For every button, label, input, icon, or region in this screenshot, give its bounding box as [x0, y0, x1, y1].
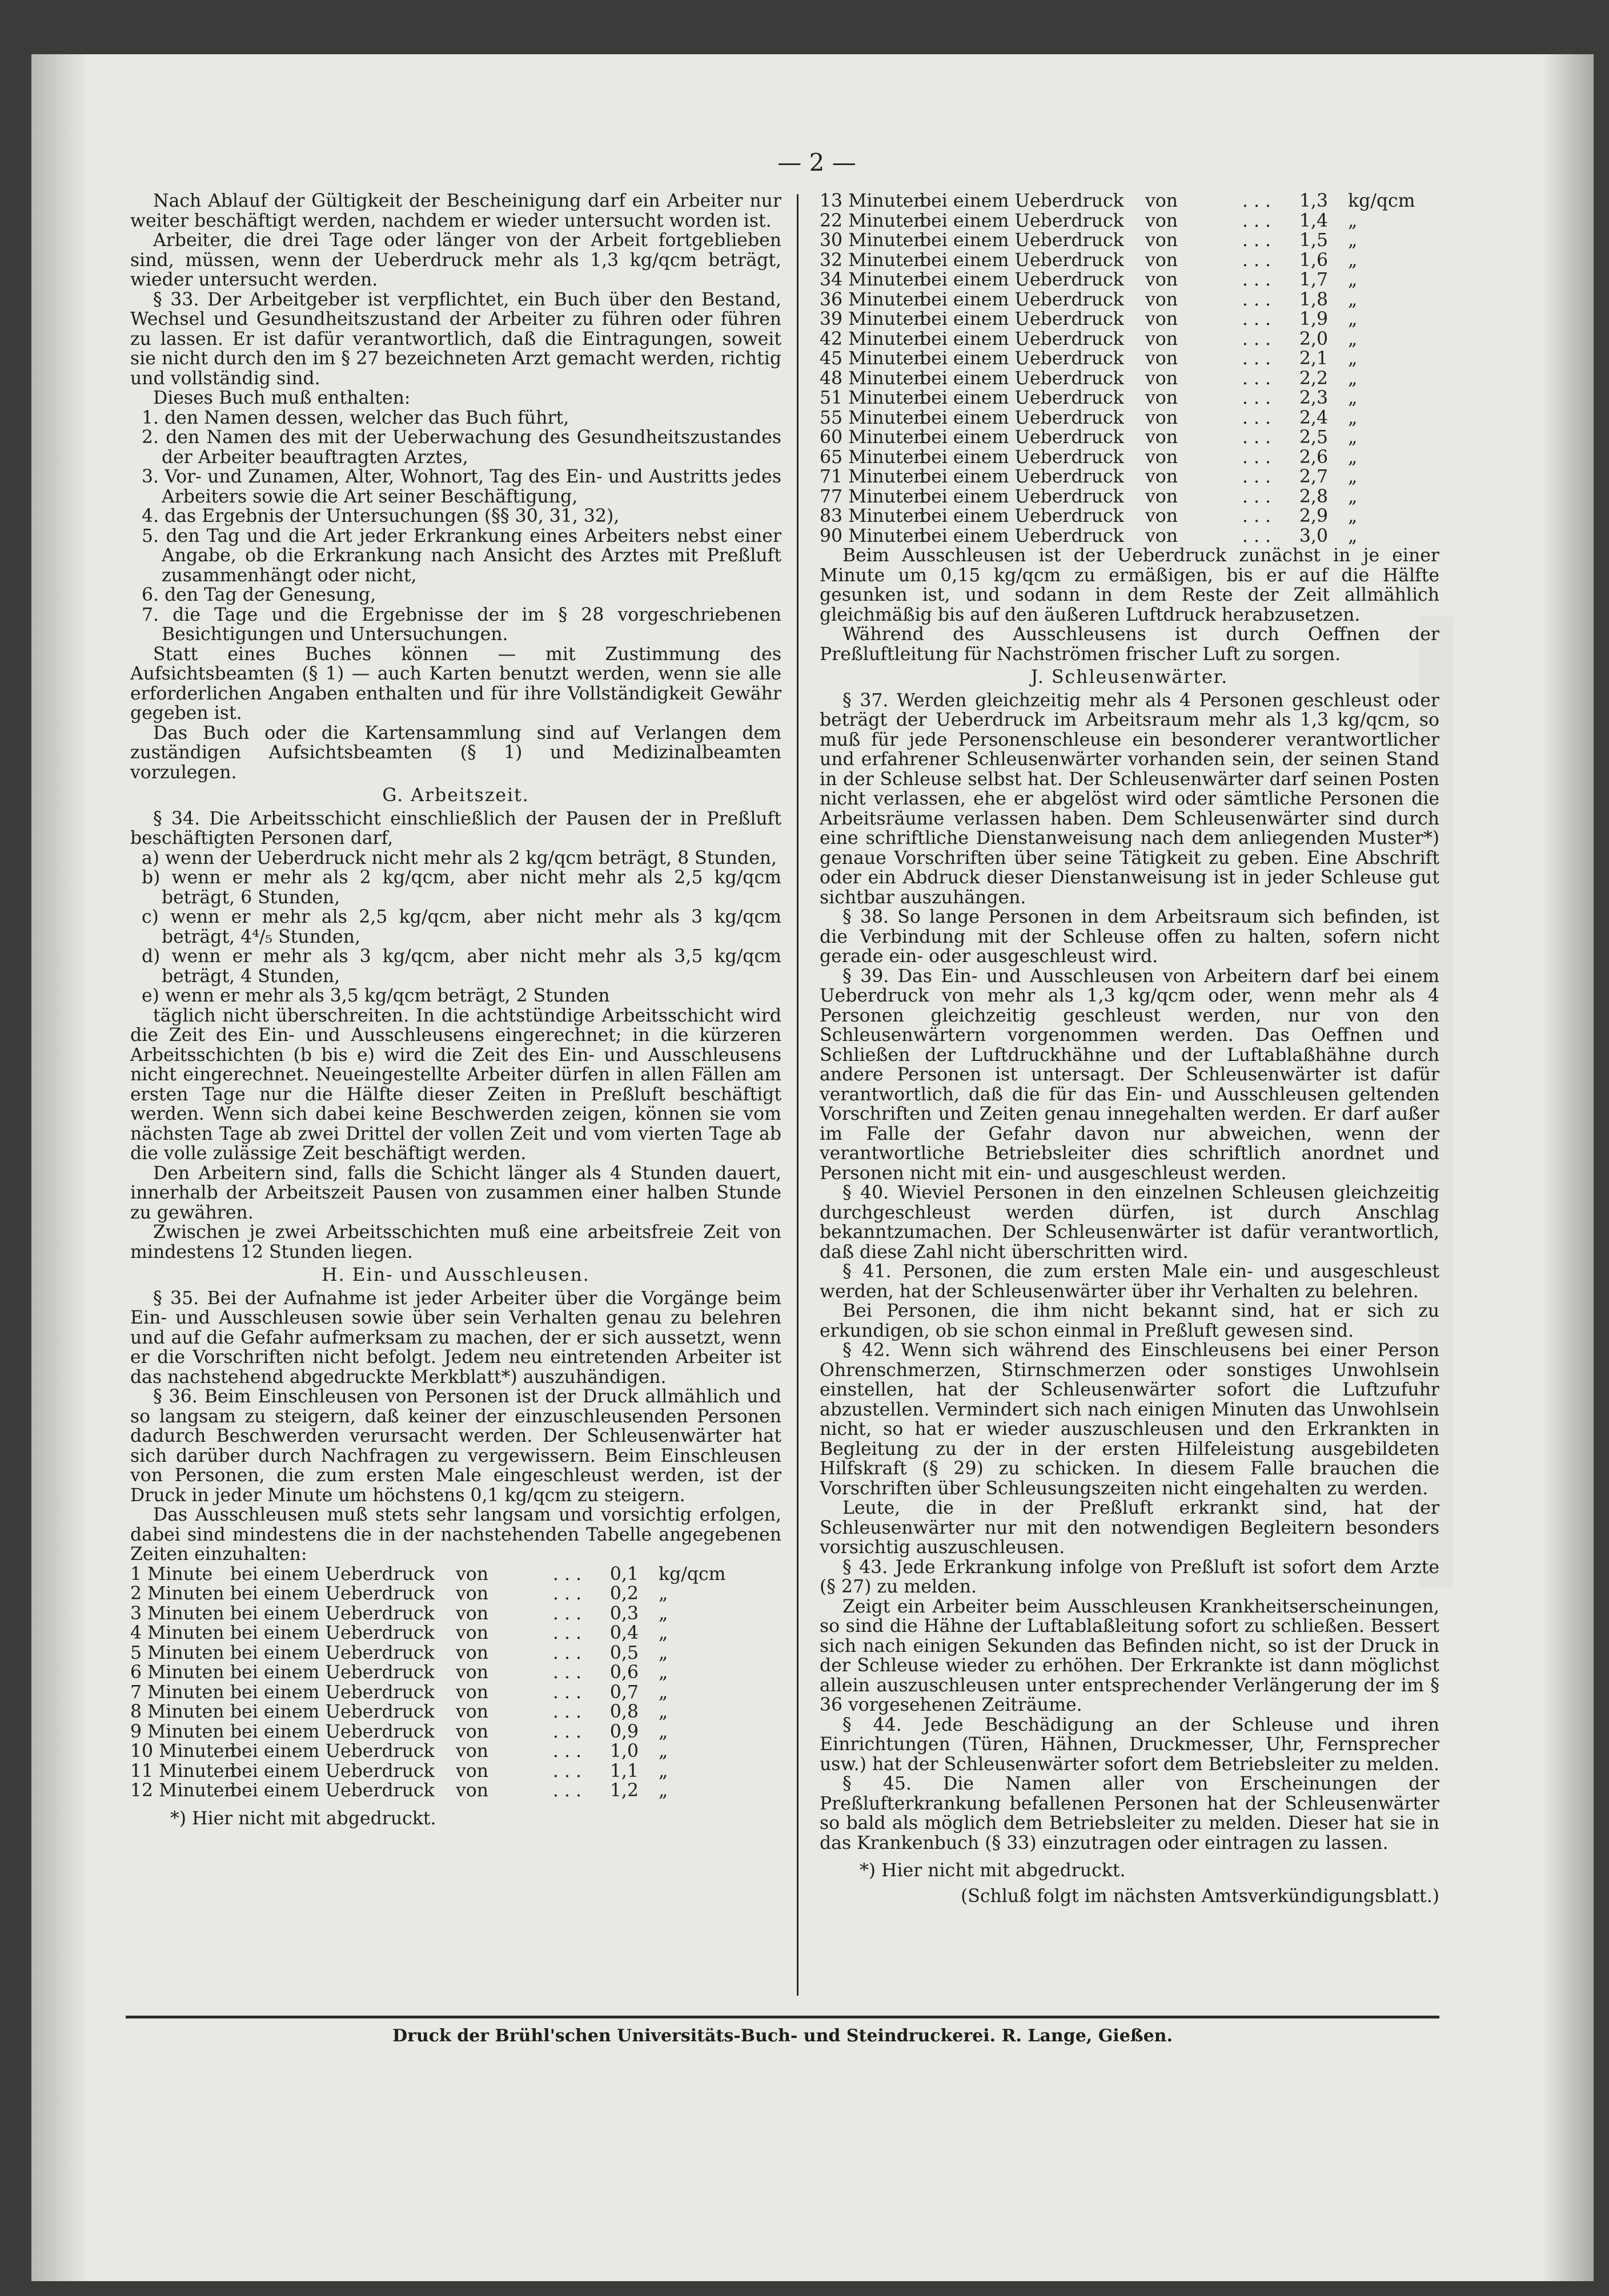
- von: von: [456, 1583, 489, 1604]
- paragraph: Nach Ablauf der Gültigkeit der Bescheinigung darf ein Arbeiter nur weiter beschäftigt werden, nachdem er wieder untersucht worden ist.: [130, 191, 781, 231]
- dots: . . .: [552, 1721, 581, 1742]
- duration: 65 Minuten: [820, 447, 925, 468]
- duration: 3 Minuten: [130, 1603, 224, 1624]
- condition: bei einem Ueberdruck: [230, 1721, 435, 1742]
- dots: . . .: [1242, 427, 1271, 448]
- von: von: [1145, 388, 1178, 408]
- table-row: [130, 1722, 781, 1742]
- dots: . . .: [552, 1662, 581, 1683]
- condition: bei einem Ueberdruck: [230, 1760, 435, 1782]
- dots: . . .: [552, 1760, 581, 1782]
- paragraph: Während des Ausschleusens ist durch Oeffnen der Preßluftleitung für Nachströmen frischer Luft zu sorgen.: [820, 624, 1439, 665]
- paragraph: Das Buch oder die Kartensammlung sind auf Verlangen dem zuständigen Aufsichtsbeamten (§ 1) und Medizinalbeamten vorzulegen.: [130, 722, 781, 783]
- condition: bei einem Ueberdruck: [920, 250, 1124, 271]
- von: von: [1145, 467, 1178, 487]
- unit: „: [1348, 525, 1358, 546]
- page-edge: [1542, 54, 1594, 2281]
- duration: 10 Minuten: [130, 1741, 236, 1762]
- table-row: [820, 487, 1439, 507]
- condition: bei einem Ueberdruck: [920, 427, 1124, 448]
- footnote: *) Hier nicht mit abgedruckt.: [170, 1808, 436, 1829]
- duration: 90 Minuten: [820, 525, 925, 546]
- list-item: e) wenn er mehr als 3,5 kg/qcm beträgt, 2 Stunden: [142, 986, 610, 1006]
- von: von: [1145, 309, 1178, 329]
- condition: bei einem Ueberdruck: [920, 289, 1124, 310]
- unit: „: [659, 1623, 668, 1643]
- paragraph: Dieses Buch muß enthalten:: [153, 388, 411, 408]
- list-item: 6. den Tag der Genesung,: [142, 585, 376, 605]
- condition: bei einem Ueberdruck: [920, 368, 1124, 389]
- pressure-value: 2,8: [1299, 486, 1328, 507]
- pressure-value: 2,3: [1299, 388, 1328, 408]
- condition: bei einem Ueberdruck: [920, 447, 1124, 468]
- dots: . . .: [1242, 467, 1271, 487]
- unit: „: [1348, 388, 1358, 408]
- spine-shadow: [31, 54, 86, 2281]
- condition: bei einem Ueberdruck: [920, 191, 1124, 211]
- table-row: [820, 369, 1439, 389]
- condition: bei einem Ueberdruck: [920, 270, 1124, 290]
- section-heading: G. Arbeitszeit.: [382, 785, 529, 806]
- unit: „: [1348, 368, 1358, 389]
- von: von: [1145, 486, 1178, 507]
- table-row: [820, 270, 1439, 290]
- unit: „: [659, 1583, 668, 1604]
- condition: bei einem Ueberdruck: [230, 1623, 435, 1643]
- unit: „: [659, 1662, 668, 1683]
- condition: bei einem Ueberdruck: [920, 525, 1124, 546]
- von: von: [1145, 191, 1178, 211]
- duration: 7 Minuten: [130, 1682, 224, 1703]
- paragraph: § 36. Beim Einschleusen von Personen ist der Druck allmählich und so langsam zu steigern, daß keiner der einzuschleusenden Personen dadurch Beschwerden verursacht werden. Der Schleusenwärter hat sich darüber durch Nachfragen zu vergewissern. Beim Einschleusen von Personen, die zum ersten Male eingeschleust werden, ist der Druck in jeder Minute um höchstens 0,1 kg/qcm zu steigern.: [130, 1386, 781, 1506]
- von: von: [1145, 210, 1178, 231]
- pressure-value: 1,0: [609, 1741, 639, 1762]
- list-item: 7. die Tage und die Ergebnisse der im § 28 vorgeschriebenen Besichtigungen und Untersuchungen.: [142, 604, 781, 645]
- dots: . . .: [552, 1702, 581, 1722]
- unit: „: [1348, 348, 1358, 369]
- duration: 9 Minuten: [130, 1721, 224, 1742]
- unit: „: [1348, 427, 1358, 448]
- paragraph: Leute, die in der Preßluft erkrankt sind, hat der Schleusenwärter nur mit den notwendigen Begleitern besonders vorsichtig auszuschleusen.: [820, 1498, 1439, 1558]
- list-item: 1. den Namen dessen, welcher das Buch führt,: [142, 407, 569, 428]
- condition: bei einem Ueberdruck: [230, 1780, 435, 1801]
- dots: . . .: [1242, 309, 1271, 329]
- unit: kg/qcm: [659, 1563, 726, 1585]
- dots: . . .: [552, 1682, 581, 1703]
- section-heading: H. Ein- und Ausschleusen.: [322, 1265, 590, 1285]
- duration: 71 Minuten: [820, 467, 925, 487]
- paragraph: § 38. So lange Personen in dem Arbeitsraum sich befinden, ist die Verbindung mit der Schleuse offen zu halten, sofern nicht gerade ein- oder ausgeschleust wird.: [820, 907, 1439, 967]
- paragraph: Zwischen je zwei Arbeitsschichten muß eine arbeitsfreie Zeit von mindestens 12 Stunden liegen.: [130, 1222, 781, 1262]
- condition: bei einem Ueberdruck: [920, 348, 1124, 369]
- table-row: [130, 1683, 781, 1703]
- unit: „: [1348, 447, 1358, 468]
- table-row: [820, 408, 1439, 428]
- pressure-value: 0,8: [609, 1702, 639, 1722]
- condition: bei einem Ueberdruck: [920, 328, 1124, 349]
- pressure-value: 2,1: [1299, 348, 1328, 369]
- duration: 13 Minuten: [820, 191, 925, 211]
- footnote: *) Hier nicht mit abgedruckt.: [860, 1860, 1126, 1881]
- pressure-value: 2,7: [1299, 467, 1328, 487]
- pressure-value: 0,6: [609, 1662, 639, 1683]
- duration: 42 Minuten: [820, 328, 925, 349]
- pressure-value: 1,9: [1299, 309, 1328, 329]
- von: von: [456, 1603, 489, 1624]
- dots: . . .: [1242, 447, 1271, 468]
- duration: 55 Minuten: [820, 407, 925, 428]
- unit: „: [1348, 250, 1358, 271]
- dots: . . .: [1242, 289, 1271, 310]
- pressure-value: 0,2: [609, 1583, 639, 1604]
- left-column: [130, 191, 781, 1828]
- pressure-value: 0,4: [609, 1623, 639, 1643]
- list-item: 4. das Ergebnis der Untersuchungen (§§ 30, 31, 32),: [142, 506, 620, 526]
- paragraph: § 33. Der Arbeitgeber ist verpflichtet, ein Buch über den Bestand, Wechsel und Gesundheitszustand der Arbeiter zu führen oder führen zu lassen. Er ist dafür verantwortlich, daß die Eintragungen, soweit sie nicht durch den im § 27 bezeichneten Arzt gemacht werden, richtig und vollständig sind.: [130, 289, 781, 389]
- von: von: [456, 1780, 489, 1801]
- table-row: [130, 1702, 781, 1722]
- condition: bei einem Ueberdruck: [230, 1741, 435, 1762]
- list-item: 5. den Tag und die Art jeder Erkrankung eines Arbeiters nebst einer Angabe, ob die Erkrankung nach Ansicht des Arztes mit Preßluft zusammenhängt oder nicht,: [142, 525, 781, 586]
- condition: bei einem Ueberdruck: [230, 1642, 435, 1663]
- unit: „: [1348, 210, 1358, 231]
- von: von: [1145, 230, 1178, 251]
- list-item: b) wenn er mehr als 2 kg/qcm, aber nicht mehr als 2,5 kg/qcm beträgt, 6 Stunden,: [142, 867, 781, 908]
- pressure-value: 1,3: [1299, 191, 1328, 211]
- unit: „: [659, 1741, 668, 1762]
- table-row: [820, 191, 1439, 211]
- duration: 12 Minuten: [130, 1780, 236, 1801]
- pressure-value: 0,3: [609, 1603, 639, 1624]
- paragraph: täglich nicht überschreiten. In die achtstündige Arbeitsschicht wird die Zeit des Ein- und Ausschleusens eingerechnet; in die kürzeren Arbeitsschichten (b bis e) wird die Zeit des Ein- und Ausschleusens nicht eingerechnet. Neueingestellte Arbeiter dürfen in allen Fällen am ersten Tage nur die Hälfte dieser Zeiten in Preßluft beschäftigt werden. Wenn sich dabei keine Beschwerden zeigen, können sie vom nächsten Tage ab zwei Drittel der vollen Zeit und vom vierten Tage ab die volle zulässige Zeit beschäftigt werden.: [130, 1005, 781, 1164]
- paragraph: § 40. Wieviel Personen in den einzelnen Schleusen gleichzeitig durchgeschleust werden dürfen, ist durch Anschlag bekanntzumachen. Der Schleusenwärter ist dafür verantwortlich, daß diese Zahl nicht überschritten wird.: [820, 1183, 1439, 1262]
- unit: „: [1348, 270, 1358, 290]
- pressure-value: 3,0: [1299, 525, 1328, 546]
- list-item: c) wenn er mehr als 2,5 kg/qcm, aber nicht mehr als 3 kg/qcm beträgt, 4⁴/₅ Stunden,: [142, 907, 781, 947]
- von: von: [1145, 289, 1178, 310]
- unit: „: [659, 1603, 668, 1624]
- von: von: [456, 1623, 489, 1643]
- table-row: [820, 428, 1439, 448]
- dots: . . .: [1242, 506, 1271, 526]
- unit: „: [1348, 289, 1358, 310]
- paragraph: § 42. Wenn sich während des Einschleusens bei einer Person Ohrenschmerzen, Stirnschmerzen oder sonstiges Unwohlsein einstellen, hat der Schleusenwärter sofort die Luftzufuhr abzustellen. Vermindert sich nach einigen Minuten das Unwohlsein nicht, so hat er wieder auszuschleusen und den Erkrankten in Begleitung zu der in der ersten Hilfeleistung ausgebildeten Hilfskraft (§ 29) zu schicken. In diesem Falle brauchen die Vorschriften über Schleusungszeiten nicht eingehalten zu werden.: [820, 1340, 1439, 1499]
- pressure-value: 0,5: [609, 1642, 639, 1663]
- von: von: [456, 1682, 489, 1703]
- dots: . . .: [1242, 191, 1271, 211]
- paragraph: Den Arbeitern sind, falls die Schicht länger als 4 Stunden dauert, innerhalb der Arbeitszeit Pausen von zusammen einer halben Stunde zu gewähren.: [130, 1163, 781, 1223]
- pressure-value: 1,2: [609, 1780, 639, 1801]
- paragraph: § 43. Jede Erkrankung infolge von Preßluft ist sofort dem Arzte (§ 27) zu melden.: [820, 1557, 1439, 1597]
- duration: 51 Minuten: [820, 388, 925, 408]
- paragraph: Statt eines Buches können — mit Zustimmung des Aufsichtsbeamten (§ 1) — auch Karten benutzt werden, wenn sie alle erforderlichen Angaben enthalten und für ihre Vollständigkeit Gewähr gegeben ist.: [130, 644, 781, 723]
- paragraph: § 41. Personen, die zum ersten Male ein- und ausgeschleust werden, hat der Schleusenwärter über ihr Verhalten zu belehren.: [820, 1261, 1439, 1302]
- duration: 11 Minuten: [130, 1760, 236, 1782]
- dots: . . .: [1242, 407, 1271, 428]
- pressure-value: 2,6: [1299, 447, 1328, 468]
- dots: . . .: [552, 1583, 581, 1604]
- table-row: [820, 467, 1439, 487]
- dots: . . .: [1242, 486, 1271, 507]
- table-row: [820, 448, 1439, 468]
- unit: „: [1348, 506, 1358, 526]
- dots: . . .: [1242, 230, 1271, 251]
- von: von: [456, 1642, 489, 1663]
- paragraph: Das Ausschleusen muß stets sehr langsam und vorsichtig erfolgen, dabei sind mindestens die in der nachstehenden Tabelle angegebenen Zeiten einzuhalten:: [130, 1505, 781, 1565]
- duration: 60 Minuten: [820, 427, 925, 448]
- paragraph: Bei Personen, die ihm nicht bekannt sind, hat er sich zu erkundigen, ob sie schon einmal in Preßluft gewesen sind.: [820, 1301, 1439, 1341]
- dots: . . .: [1242, 525, 1271, 546]
- unit: „: [659, 1642, 668, 1663]
- duration: 2 Minuten: [130, 1583, 224, 1604]
- dots: . . .: [552, 1642, 581, 1663]
- dots: . . .: [552, 1623, 581, 1643]
- condition: bei einem Ueberdruck: [230, 1662, 435, 1683]
- condition: bei einem Ueberdruck: [230, 1603, 435, 1624]
- paragraph: Zeigt ein Arbeiter beim Ausschleusen Krankheitserscheinungen, so sind die Hähne der Luftablaßleitung sofort zu schließen. Bessert sich nach einigen Sekunden das Befinden nicht, so ist der Druck in der Schleuse wieder zu erhöhen. Der Erkrankte ist dann möglichst allein auszuschleusen unter entsprechender Verlängerung der im § 36 vorgesehenen Zeiträume.: [820, 1596, 1439, 1715]
- von: von: [1145, 525, 1178, 546]
- pressure-value: 1,6: [1299, 250, 1328, 271]
- table-row: [130, 1742, 781, 1762]
- unit: „: [1348, 309, 1358, 329]
- table-row: [820, 349, 1439, 369]
- right-column: [820, 191, 1439, 1906]
- dots: . . .: [1242, 270, 1271, 290]
- pressure-value: 0,7: [609, 1682, 639, 1703]
- condition: bei einem Ueberdruck: [920, 309, 1124, 329]
- pressure-value: 2,9: [1299, 506, 1328, 526]
- table-row: [130, 1565, 781, 1585]
- list-item: d) wenn er mehr als 3 kg/qcm, aber nicht mehr als 3,5 kg/qcm beträgt, 4 Stunden,: [142, 946, 781, 987]
- von: von: [1145, 407, 1178, 428]
- dots: . . .: [1242, 328, 1271, 349]
- duration: 45 Minuten: [820, 348, 925, 369]
- dots: . . .: [1242, 210, 1271, 231]
- condition: bei einem Ueberdruck: [920, 407, 1124, 428]
- table-row: [130, 1781, 781, 1801]
- von: von: [1145, 447, 1178, 468]
- table-row: [820, 388, 1439, 408]
- unit: „: [1348, 328, 1358, 349]
- unit: „: [1348, 407, 1358, 428]
- pressure-value: 0,9: [609, 1721, 639, 1742]
- von: von: [456, 1563, 489, 1585]
- condition: bei einem Ueberdruck: [230, 1702, 435, 1722]
- footer-rule: [126, 2016, 1439, 2018]
- table-row: [130, 1663, 781, 1683]
- table-row: [820, 506, 1439, 526]
- paragraph: § 44. Jede Beschädigung an der Schleuse und ihren Einrichtungen (Türen, Hähnen, Druckmesser, Uhr, Fernsprecher usw.) hat der Schleusenwärter sofort dem Betriebsleiter zu melden.: [820, 1714, 1439, 1775]
- page-number: — 2 —: [777, 148, 856, 176]
- von: von: [1145, 368, 1178, 389]
- duration: 1 Minute: [130, 1563, 213, 1585]
- dots: . . .: [552, 1563, 581, 1585]
- duration: 30 Minuten: [820, 230, 925, 251]
- duration: 6 Minuten: [130, 1662, 224, 1683]
- condition: bei einem Ueberdruck: [230, 1583, 435, 1604]
- condition: bei einem Ueberdruck: [920, 506, 1124, 526]
- von: von: [456, 1662, 489, 1683]
- condition: bei einem Ueberdruck: [920, 467, 1124, 487]
- duration: 34 Minuten: [820, 270, 925, 290]
- duration: 48 Minuten: [820, 368, 925, 389]
- pressure-value: 0,1: [609, 1563, 639, 1585]
- paragraph: § 35. Bei der Aufnahme ist jeder Arbeiter über die Vorgänge beim Ein- und Ausschleusen sowie über sein Verhalten genau zu belehren und auf die Gefahr aufmerksam zu machen, der er sich aussetzt, wenn er die Vorschriften nicht befolgt. Jedem neu eintretenden Arbeiter ist das nachstehend abgedruckte Merkblatt*) auszuhändigen.: [130, 1288, 781, 1388]
- table-row: [820, 526, 1439, 546]
- condition: bei einem Ueberdruck: [920, 388, 1124, 408]
- von: von: [456, 1741, 489, 1762]
- pressure-value: 1,7: [1299, 270, 1328, 290]
- duration: 32 Minuten: [820, 250, 925, 271]
- list-item: a) wenn der Ueberdruck nicht mehr als 2 kg/qcm beträgt, 8 Stunden,: [142, 847, 777, 868]
- condition: bei einem Ueberdruck: [230, 1682, 435, 1703]
- unit: „: [659, 1760, 668, 1782]
- pressure-value: 2,2: [1299, 368, 1328, 389]
- unit: „: [659, 1780, 668, 1801]
- condition: bei einem Ueberdruck: [230, 1563, 435, 1585]
- printer-imprint: Druck der Brühl'schen Universitäts-Buch- und Steindruckerei. R. Lange, Gießen.: [392, 2026, 1173, 2046]
- unit: „: [1348, 467, 1358, 487]
- unit: kg/qcm: [1348, 191, 1415, 211]
- von: von: [456, 1721, 489, 1742]
- dots: . . .: [1242, 250, 1271, 271]
- list-item: 3. Vor- und Zunamen, Alter, Wohnort, Tag des Ein- und Austritts jedes Arbeiters sowie die Art seiner Beschäftigung,: [142, 467, 781, 507]
- dots: . . .: [1242, 368, 1271, 389]
- pressure-value: 1,5: [1299, 230, 1328, 251]
- pressure-value: 2,4: [1299, 407, 1328, 428]
- unit: „: [659, 1702, 668, 1722]
- continuation-note: (Schluß folgt im nächsten Amtsverkündigungsblatt.): [960, 1885, 1439, 1907]
- duration: 39 Minuten: [820, 309, 925, 329]
- dots: . . .: [552, 1741, 581, 1762]
- paragraph: § 45. Die Namen aller von Erscheinungen der Preßlufterkrankung befallenen Personen hat der Schleusenwärter so bald als möglich dem Betriebsleiter zu melden. Dieser hat sie in das Krankenbuch (§ 33) einzutragen oder eintragen zu lassen.: [820, 1774, 1439, 1853]
- table-row: [130, 1643, 781, 1663]
- table-row: [130, 1762, 781, 1782]
- pressure-value: 1,1: [609, 1760, 639, 1782]
- paragraph: Arbeiter, die drei Tage oder länger von der Arbeit fortgeblieben sind, müssen, wenn der Ueberdruck mehr als 1,3 kg/qcm beträgt, wieder untersucht werden.: [130, 230, 781, 290]
- section-heading: J. Schleusenwärter.: [1030, 667, 1229, 687]
- unit: „: [659, 1721, 668, 1742]
- duration: 5 Minuten: [130, 1642, 224, 1663]
- paragraph: § 37. Werden gleichzeitig mehr als 4 Personen geschleust oder beträgt der Ueberdruck im Arbeitsraum mehr als 1,3 kg/qcm, so muß für jede Personenschleuse ein besonderer verantwortlicher und erfahrener Schleusenwärter vorhanden sein, der seinen Stand in der Schleuse selbst hat. Der Schleusenwärter darf seinen Posten nicht verlassen, ehe er abgelöst wird oder sämtliche Personen die Arbeitsräume verlassen haben. Dem Schleusenwärter sind durch eine schriftliche Dienstanweisung nach dem anliegenden Muster*) genaue Vorschriften über seine Tätigkeit zu geben. Eine Abschrift oder ein Abdruck dieser Dienstanweisung ist in jeder Schleuse gut sichtbar auszuhängen.: [820, 690, 1439, 908]
- dots: . . .: [552, 1780, 581, 1801]
- table-row: [130, 1623, 781, 1643]
- paragraph: § 39. Das Ein- und Ausschleusen von Arbeitern darf bei einem Ueberdruck von mehr als 1,3 kg/qcm oder, wenn mehr als 4 Personen gleichzeitig geschleust werden, nur von den Schleusenwärtern vorgenommen werden. Das Oeffnen und Schließen der Luftdruckhähne und der Luftablaßhähne durch andere Personen ist untersagt. Der Schleusenwärter ist dafür verantwortlich, daß die für das Ein- und Ausschleusen geltenden Vorschriften und Zeiten genau innegehalten werden. Er darf außer im Falle der Gefahr davon nur abweichen, wenn der verantwortliche Betriebsleiter dies schriftlich anordnet und Personen nicht mit ein- und ausgeschleust werden.: [820, 966, 1439, 1184]
- dots: . . .: [1242, 348, 1271, 369]
- paragraph: § 34. Die Arbeitsschicht einschließlich der Pausen der in Preßluft beschäftigten Personen darf,: [130, 808, 781, 849]
- pressure-value: 1,4: [1299, 210, 1328, 231]
- pressure-value: 2,0: [1299, 328, 1328, 349]
- von: von: [1145, 270, 1178, 290]
- von: von: [1145, 348, 1178, 369]
- table-row: [130, 1604, 781, 1624]
- duration: 22 Minuten: [820, 210, 925, 231]
- unit: „: [1348, 230, 1358, 251]
- condition: bei einem Ueberdruck: [920, 486, 1124, 507]
- table-row: [130, 1584, 781, 1604]
- unit: „: [659, 1682, 668, 1703]
- von: von: [456, 1702, 489, 1722]
- condition: bei einem Ueberdruck: [920, 230, 1124, 251]
- von: von: [1145, 427, 1178, 448]
- von: von: [1145, 506, 1178, 526]
- pressure-value: 1,8: [1299, 289, 1328, 310]
- table-row: [820, 231, 1439, 251]
- pressure-value: 2,5: [1299, 427, 1328, 448]
- von: von: [1145, 328, 1178, 349]
- von: von: [456, 1760, 489, 1782]
- duration: 8 Minuten: [130, 1702, 224, 1722]
- dots: . . .: [552, 1603, 581, 1624]
- duration: 77 Minuten: [820, 486, 925, 507]
- dots: . . .: [1242, 388, 1271, 408]
- unit: „: [1348, 486, 1358, 507]
- duration: 83 Minuten: [820, 506, 925, 526]
- table-row: [820, 211, 1439, 231]
- table-row: [820, 329, 1439, 349]
- duration: 36 Minuten: [820, 289, 925, 310]
- von: von: [1145, 250, 1178, 271]
- table-row: [820, 309, 1439, 329]
- paragraph: Beim Ausschleusen ist der Ueberdruck zunächst in je einer Minute um 0,15 kg/qcm zu ermäßigen, bis er auf die Hälfte gesunken ist, und sodann in dem Reste der Zeit allmählich gleichmäßig bis auf den äußeren Luftdruck herabzusetzen.: [820, 545, 1439, 625]
- table-row: [820, 290, 1439, 310]
- duration: 4 Minuten: [130, 1623, 224, 1643]
- table-row: [820, 251, 1439, 271]
- list-item: 2. den Namen des mit der Ueberwachung des Gesundheitszustandes der Arbeiter beauftragten Arztes,: [142, 427, 781, 468]
- condition: bei einem Ueberdruck: [920, 210, 1124, 231]
- column-rule: [797, 194, 799, 1996]
